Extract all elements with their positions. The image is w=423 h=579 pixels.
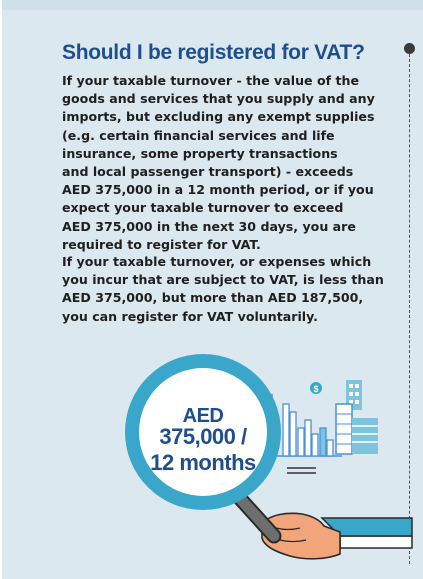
bar-chart-icon <box>272 394 342 473</box>
page-title: Should I be registered for VAT? <box>62 41 365 64</box>
paragraph-voluntary-registration: If your taxable turnover, or expenses which you incur that are subject to VAT, is less than AED 375,000, but more than AED 187,500, you can register for VAT voluntarily. <box>62 254 384 324</box>
lens-label-period: 12 months <box>150 450 256 475</box>
building-icon <box>336 380 378 454</box>
svg-text:$: $ <box>313 384 319 394</box>
dollar-icon <box>310 382 322 394</box>
lens-label-currency: AED <box>182 405 224 427</box>
lens-label-amount: 375,000 / <box>159 424 247 449</box>
paragraph-mandatory-registration: If your taxable turnover - the value of the goods and services that you supply and any imports, but excluding any exempt supplies (e.g. certain financial services and life insurance, some property transactions and local passenger transport) - exceeds AED 375,000 in a 12 month period, or if you expect your taxable turnover to exceed AED 375,000 in the next 30 days, you are required to register for VAT. <box>62 73 375 252</box>
